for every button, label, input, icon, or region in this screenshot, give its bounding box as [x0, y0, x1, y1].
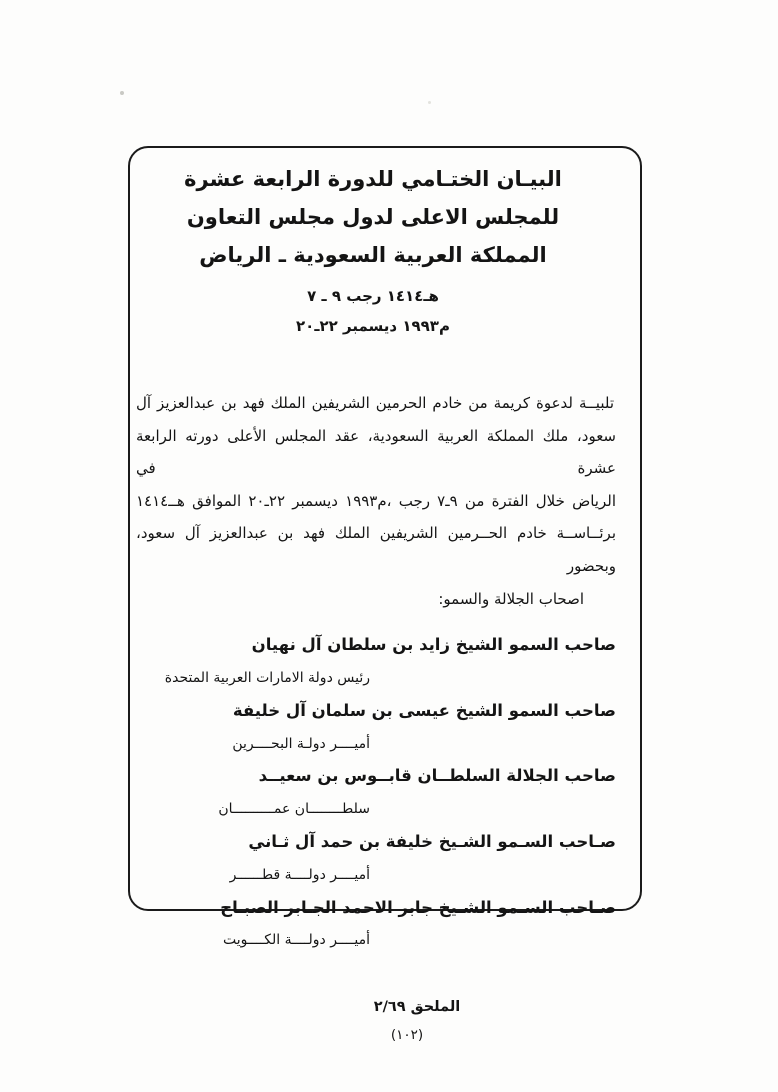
- hijri-date-line: هـ١٤١٤ رجب ٩ ـ ٧: [307, 287, 439, 305]
- gregorian-date-line: م١٩٩٣ ديسمبر ٢٢ـ٢٠: [296, 317, 450, 335]
- statement-title-block: [118, 160, 628, 341]
- paragraph-line: تلبيــة لدعوة كريمة من خادم الحرمين الشريفين الملك فهد بن عبدالعزيز آل: [136, 394, 614, 412]
- paragraph-line: اصحاب الجلالة والسمو:: [438, 589, 584, 608]
- attendee-role: أميــــر دولـة البحــــرين: [232, 735, 370, 752]
- attendee-role: أميــــر دولــــة قطــــــر: [229, 866, 370, 883]
- page-number: (١٠٢): [390, 1027, 424, 1043]
- attendee-name: صـاحب السـمو الشـيخ جابر الاحمد الجـابر الصبـاح: [220, 897, 616, 917]
- attendee-name: صاحب السمو الشيخ زايد بن سلطان آل نهيان: [251, 635, 616, 655]
- statement-title-line-1: البيـان الختـامي للدورة الرابعة عشرة: [184, 167, 562, 191]
- attendees-list: [136, 629, 616, 957]
- statement-title-line-2: للمجلس الاعلى لدول مجلس التعاون: [186, 205, 560, 229]
- statement-title-line-3: المملكة العربية السعودية ـ الرياض: [199, 243, 547, 267]
- annex-reference: الملحق ٢/٦٩: [373, 999, 461, 1015]
- attendee-name: صـاحب السـمو الشـيخ خليفة بن حمد آل ثـاني: [248, 831, 616, 851]
- scan-speck: [428, 101, 431, 104]
- attendee-role: أميــــر دولــــة الكــــويت: [223, 932, 370, 949]
- paragraph-line: سعود، ملك المملكة العربية السعودية، عقد المجلس الأعلى دورته الرابعة عشرة في: [136, 426, 616, 478]
- statement-border-frame: [128, 146, 642, 949]
- attendee-role: رئيس دولة الامارات العربية المتحدة: [164, 669, 370, 686]
- opening-paragraph: [136, 387, 616, 615]
- scan-speck: [120, 91, 124, 95]
- attendee-name: صاحب الجلالة السلطــان قابــوس بن سعيــد: [258, 766, 616, 786]
- attendee-role: سلطــــــــان عمــــــــــان: [218, 801, 370, 818]
- paragraph-line: الرياض خلال الفترة من ٩ـ٧ رجب ،م١٩٩٣ ديسمبر ٢٢ـ٢٠ الموافق هــ١٤١٤: [136, 491, 616, 510]
- paragraph-line: برئــاســة خادم الحــرمين الشريفين الملك فهد بن عبدالعزيز آل سعود، وبحضور: [136, 524, 616, 575]
- attendee-name: صاحب السمو الشيخ عيسى بن سلمان آل خليفة: [232, 700, 616, 720]
